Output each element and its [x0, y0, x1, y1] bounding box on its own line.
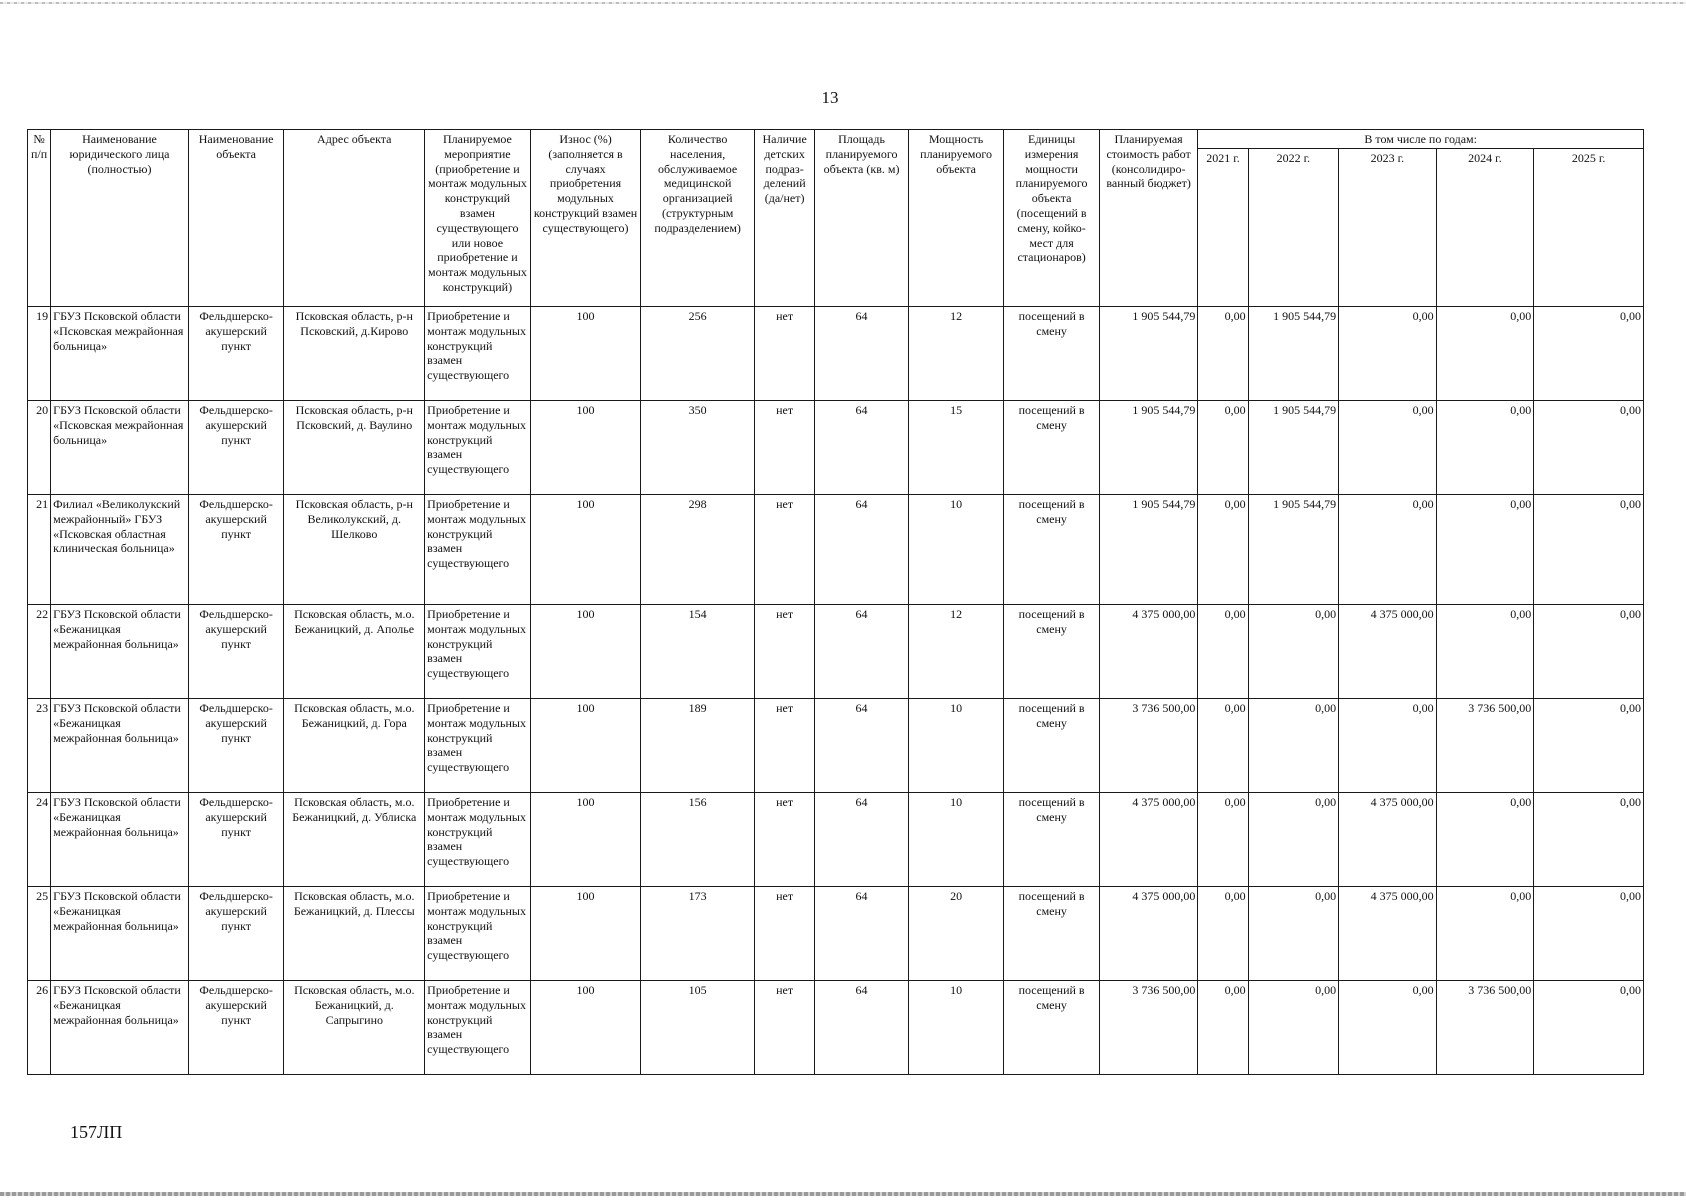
cell-population: 105	[641, 981, 755, 1075]
cell-wear: 100	[530, 307, 641, 401]
cell-object-name: Фельдшерско-акушерский пункт	[188, 495, 284, 605]
cell-address: Псковская область, м.о. Бежаницкий, д. Аполье	[284, 605, 425, 699]
cell-legal-name: ГБУЗ Псковской области «Псковская межрайонная больница»	[51, 307, 189, 401]
cell-area: 64	[815, 887, 909, 981]
cell-2022: 0,00	[1248, 981, 1339, 1075]
cell-object-name: Фельдшерско-акушерский пункт	[188, 307, 284, 401]
header-legal-name: Наименование юридического лица (полностью)	[51, 130, 189, 307]
cell-2024: 0,00	[1436, 793, 1534, 887]
cell-units: посещений в смену	[1004, 793, 1100, 887]
table-row	[28, 307, 1644, 401]
cell-address: Псковская область, р-н Великолукский, д. Шелково	[284, 495, 425, 605]
cell-units: посещений в смену	[1004, 307, 1100, 401]
cell-object-name: Фельдшерско-акушерский пункт	[188, 605, 284, 699]
cell-legal-name: ГБУЗ Псковской области «Бежаницкая межрайонная больница»	[51, 981, 189, 1075]
cell-cost: 1 905 544,79	[1099, 495, 1198, 605]
cell-children: нет	[754, 495, 814, 605]
cell-2025: 0,00	[1534, 495, 1644, 605]
header-area: Площадь планируемого объекта (кв. м)	[815, 130, 909, 307]
cell-legal-name: Филиал «Великолукский межрайонный» ГБУЗ «Псковская областная клиническая больница»	[51, 495, 189, 605]
cell-2023: 0,00	[1339, 699, 1437, 793]
table-row	[28, 605, 1644, 699]
cell-num: 20	[28, 401, 51, 495]
cell-2023: 0,00	[1339, 307, 1437, 401]
cell-num: 25	[28, 887, 51, 981]
cell-2022: 0,00	[1248, 699, 1339, 793]
scan-edge-bottom	[0, 1192, 1686, 1196]
header-cost: Планируемая стоимость работ (консолидиро-ванный бюджет)	[1099, 130, 1198, 307]
cell-2025: 0,00	[1534, 699, 1644, 793]
cell-2025: 0,00	[1534, 605, 1644, 699]
header-population: Количество населения, обслуживаемое медицинской организацией (структурным подразделением)	[641, 130, 755, 307]
cell-capacity: 12	[908, 307, 1004, 401]
table-row	[28, 699, 1644, 793]
cell-2022: 1 905 544,79	[1248, 495, 1339, 605]
header-year-2023: 2023 г.	[1339, 149, 1437, 307]
cell-cost: 4 375 000,00	[1099, 793, 1198, 887]
cell-area: 64	[815, 495, 909, 605]
cell-object-name: Фельдшерско-акушерский пункт	[188, 401, 284, 495]
table-row	[28, 981, 1644, 1075]
cell-2024: 0,00	[1436, 307, 1534, 401]
cell-capacity: 12	[908, 605, 1004, 699]
cell-address: Псковская область, м.о. Бежаницкий, д. Ублиска	[284, 793, 425, 887]
cell-legal-name: ГБУЗ Псковской области «Бежаницкая межрайонная больница»	[51, 793, 189, 887]
cell-event: Приобретение и монтаж модульных конструкций взамен существующего	[425, 699, 531, 793]
cell-2021: 0,00	[1198, 887, 1248, 981]
cell-num: 24	[28, 793, 51, 887]
table-row	[28, 793, 1644, 887]
cell-2023: 4 375 000,00	[1339, 793, 1437, 887]
cell-capacity: 20	[908, 887, 1004, 981]
document-code: 157ЛП	[70, 1122, 123, 1142]
cell-children: нет	[754, 699, 814, 793]
header-by-years: В том числе по годам:	[1198, 130, 1644, 149]
cell-wear: 100	[530, 699, 641, 793]
cell-cost: 3 736 500,00	[1099, 699, 1198, 793]
cell-children: нет	[754, 793, 814, 887]
cell-2022: 1 905 544,79	[1248, 307, 1339, 401]
cell-children: нет	[754, 605, 814, 699]
cell-legal-name: ГБУЗ Псковской области «Бежаницкая межрайонная больница»	[51, 699, 189, 793]
cell-2025: 0,00	[1534, 981, 1644, 1075]
cell-units: посещений в смену	[1004, 495, 1100, 605]
cell-units: посещений в смену	[1004, 401, 1100, 495]
header-address: Адрес объекта	[284, 130, 425, 307]
header-object-name: Наименование объекта	[188, 130, 284, 307]
header-children: Наличие детских подраз-делений (да/нет)	[754, 130, 814, 307]
cell-2021: 0,00	[1198, 401, 1248, 495]
table-row	[28, 887, 1644, 981]
cell-2021: 0,00	[1198, 495, 1248, 605]
cell-2025: 0,00	[1534, 887, 1644, 981]
cell-wear: 100	[530, 401, 641, 495]
cell-2021: 0,00	[1198, 307, 1248, 401]
cell-num: 19	[28, 307, 51, 401]
cell-2022: 0,00	[1248, 887, 1339, 981]
cell-units: посещений в смену	[1004, 887, 1100, 981]
cell-wear: 100	[530, 605, 641, 699]
cell-population: 298	[641, 495, 755, 605]
cell-num: 21	[28, 495, 51, 605]
cell-population: 173	[641, 887, 755, 981]
header-year-2022: 2022 г.	[1248, 149, 1339, 307]
header-year-2021: 2021 г.	[1198, 149, 1248, 307]
cell-population: 154	[641, 605, 755, 699]
cell-wear: 100	[530, 981, 641, 1075]
cell-num: 26	[28, 981, 51, 1075]
page-number: 13	[821, 88, 839, 107]
table-row	[28, 401, 1644, 495]
cell-num: 22	[28, 605, 51, 699]
header-num: № п/п	[28, 130, 51, 307]
cell-2022: 1 905 544,79	[1248, 401, 1339, 495]
cell-children: нет	[754, 981, 814, 1075]
cell-children: нет	[754, 307, 814, 401]
cell-2022: 0,00	[1248, 605, 1339, 699]
cell-legal-name: ГБУЗ Псковской области «Бежаницкая межрайонная больница»	[51, 605, 189, 699]
cell-area: 64	[815, 401, 909, 495]
cell-area: 64	[815, 605, 909, 699]
cell-event: Приобретение и монтаж модульных конструкций взамен существующего	[425, 887, 531, 981]
cell-2024: 3 736 500,00	[1436, 699, 1534, 793]
cell-wear: 100	[530, 495, 641, 605]
cell-event: Приобретение и монтаж модульных конструкций взамен существующего	[425, 307, 531, 401]
cell-2021: 0,00	[1198, 793, 1248, 887]
header-capacity: Мощность планируемого объекта	[908, 130, 1004, 307]
cell-cost: 1 905 544,79	[1099, 401, 1198, 495]
cell-num: 23	[28, 699, 51, 793]
table-row	[28, 495, 1644, 605]
cell-population: 156	[641, 793, 755, 887]
cell-capacity: 15	[908, 401, 1004, 495]
cell-population: 189	[641, 699, 755, 793]
cell-2023: 0,00	[1339, 981, 1437, 1075]
cell-cost: 3 736 500,00	[1099, 981, 1198, 1075]
facilities-table	[27, 129, 1644, 1075]
cell-population: 256	[641, 307, 755, 401]
cell-2024: 0,00	[1436, 401, 1534, 495]
cell-object-name: Фельдшерско-акушерский пункт	[188, 793, 284, 887]
cell-legal-name: ГБУЗ Псковской области «Псковская межрайонная больница»	[51, 401, 189, 495]
header-wear: Износ (%) (заполняется в случаях приобретения модульных конструкций взамен существующего)	[530, 130, 641, 307]
cell-cost: 1 905 544,79	[1099, 307, 1198, 401]
cell-event: Приобретение и монтаж модульных конструкций взамен существующего	[425, 605, 531, 699]
cell-address: Псковская область, м.о. Бежаницкий, д. Сапрыгино	[284, 981, 425, 1075]
cell-event: Приобретение и монтаж модульных конструкций взамен существующего	[425, 981, 531, 1075]
scan-edge-top	[0, 2, 1686, 4]
cell-wear: 100	[530, 887, 641, 981]
cell-area: 64	[815, 307, 909, 401]
cell-2021: 0,00	[1198, 699, 1248, 793]
cell-children: нет	[754, 887, 814, 981]
cell-event: Приобретение и монтаж модульных конструкций взамен существующего	[425, 793, 531, 887]
cell-2025: 0,00	[1534, 793, 1644, 887]
cell-2023: 0,00	[1339, 495, 1437, 605]
cell-2023: 0,00	[1339, 401, 1437, 495]
cell-object-name: Фельдшерско-акушерский пункт	[188, 699, 284, 793]
cell-2023: 4 375 000,00	[1339, 887, 1437, 981]
header-year-2024: 2024 г.	[1436, 149, 1534, 307]
cell-address: Псковская область, р-н Псковский, д. Ваулино	[284, 401, 425, 495]
cell-area: 64	[815, 981, 909, 1075]
cell-2024: 0,00	[1436, 887, 1534, 981]
cell-2024: 3 736 500,00	[1436, 981, 1534, 1075]
cell-event: Приобретение и монтаж модульных конструкций взамен существующего	[425, 401, 531, 495]
cell-object-name: Фельдшерско-акушерский пункт	[188, 887, 284, 981]
cell-address: Псковская область, р-н Псковский, д.Кирово	[284, 307, 425, 401]
header-planned-event: Планируемое мероприятие (приобретение и монтаж модульных конструкций взамен существующего или новое приобретение и монтаж модульных конструкций)	[425, 130, 531, 307]
cell-capacity: 10	[908, 495, 1004, 605]
cell-wear: 100	[530, 793, 641, 887]
cell-units: посещений в смену	[1004, 981, 1100, 1075]
cell-2022: 0,00	[1248, 793, 1339, 887]
cell-2021: 0,00	[1198, 605, 1248, 699]
cell-units: посещений в смену	[1004, 605, 1100, 699]
cell-area: 64	[815, 793, 909, 887]
cell-children: нет	[754, 401, 814, 495]
cell-2025: 0,00	[1534, 401, 1644, 495]
cell-cost: 4 375 000,00	[1099, 605, 1198, 699]
cell-capacity: 10	[908, 699, 1004, 793]
cell-2024: 0,00	[1436, 495, 1534, 605]
cell-address: Псковская область, м.о. Бежаницкий, д. Плессы	[284, 887, 425, 981]
cell-2025: 0,00	[1534, 307, 1644, 401]
header-units: Единицы измерения мощности планируемого объекта (посещений в смену, койко-мест для стационаров)	[1004, 130, 1100, 307]
cell-population: 350	[641, 401, 755, 495]
cell-units: посещений в смену	[1004, 699, 1100, 793]
cell-area: 64	[815, 699, 909, 793]
cell-address: Псковская область, м.о. Бежаницкий, д. Гора	[284, 699, 425, 793]
header-row-1	[28, 130, 1644, 149]
cell-object-name: Фельдшерско-акушерский пункт	[188, 981, 284, 1075]
cell-legal-name: ГБУЗ Псковской области «Бежаницкая межрайонная больница»	[51, 887, 189, 981]
cell-2023: 4 375 000,00	[1339, 605, 1437, 699]
header-year-2025: 2025 г.	[1534, 149, 1644, 307]
cell-2021: 0,00	[1198, 981, 1248, 1075]
cell-capacity: 10	[908, 981, 1004, 1075]
cell-2024: 0,00	[1436, 605, 1534, 699]
cell-cost: 4 375 000,00	[1099, 887, 1198, 981]
cell-capacity: 10	[908, 793, 1004, 887]
cell-event: Приобретение и монтаж модульных конструкций взамен существующего	[425, 495, 531, 605]
